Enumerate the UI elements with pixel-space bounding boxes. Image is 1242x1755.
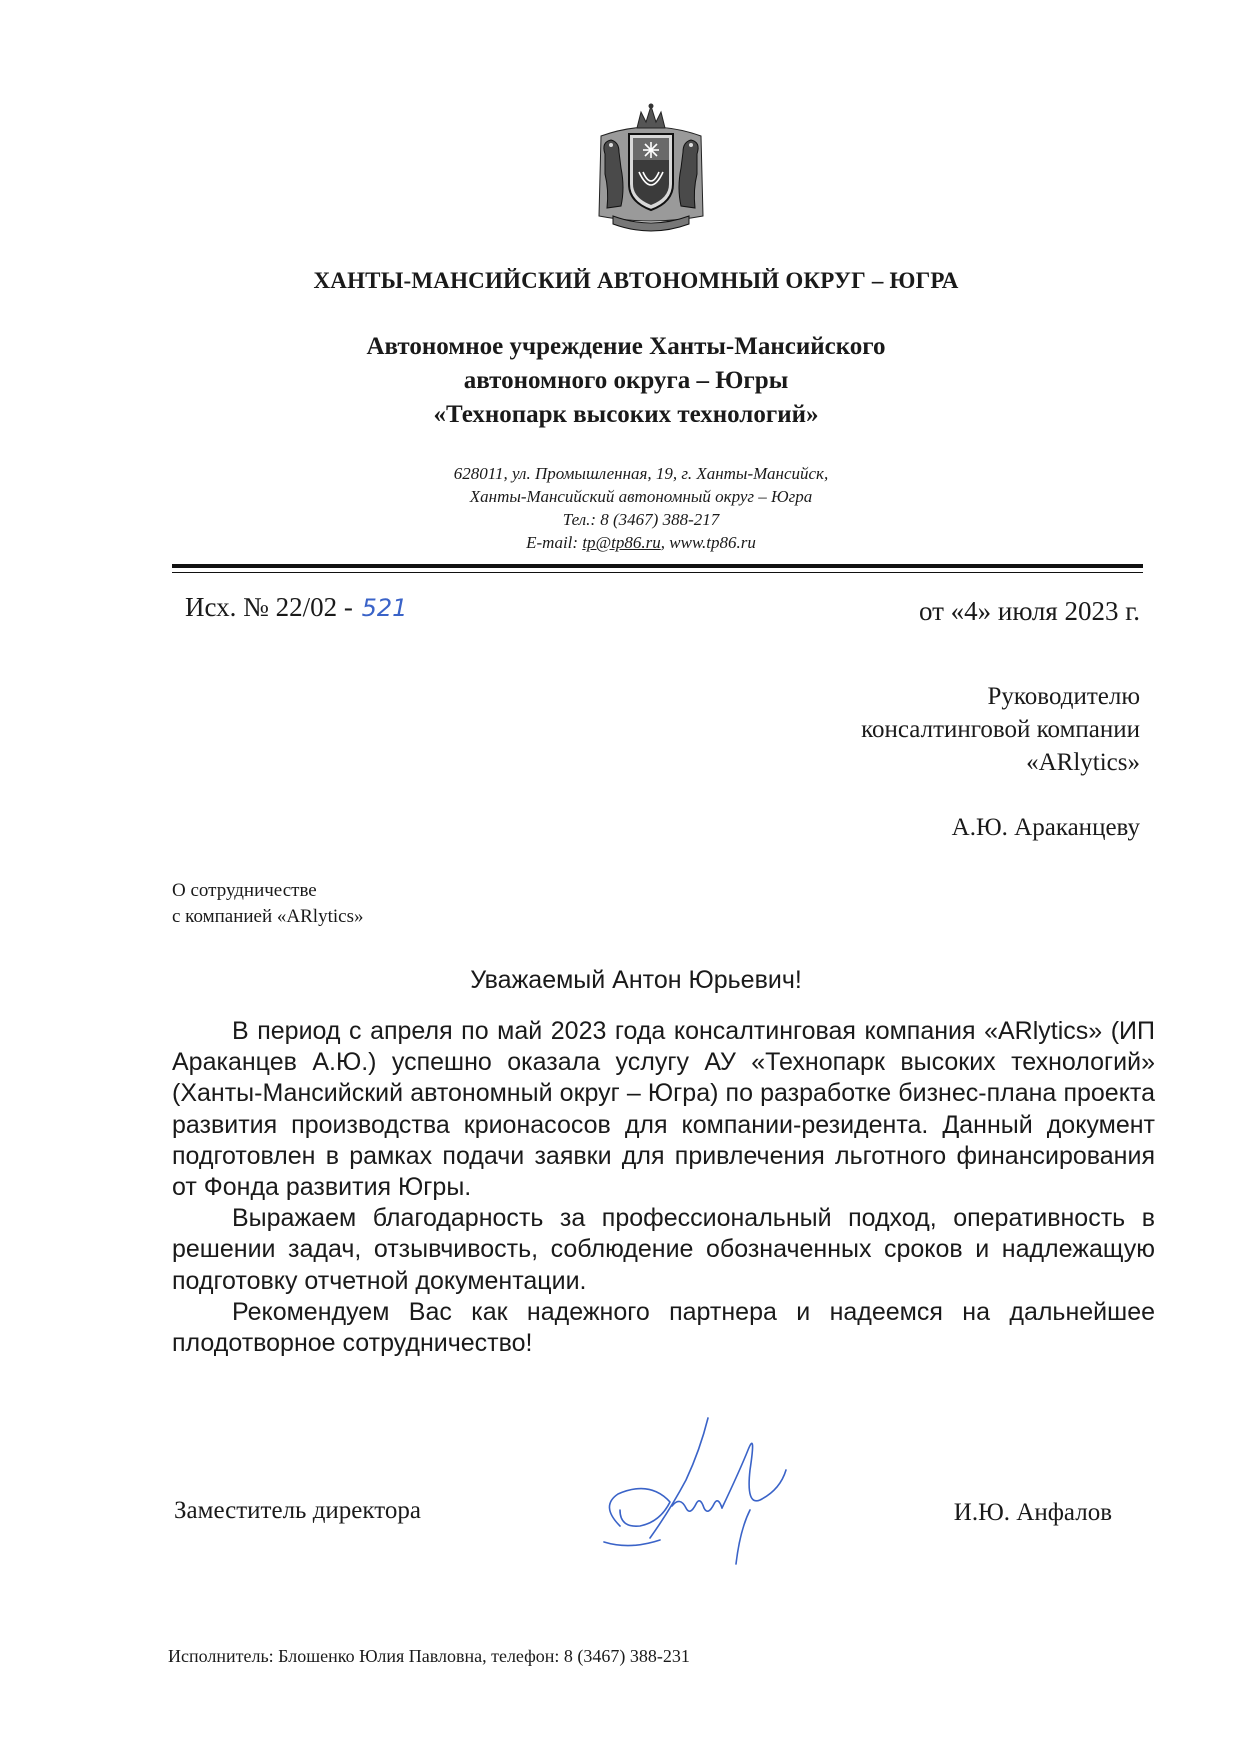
organization-name-line: Автономное учреждение Ханты-Мансийского (366, 333, 886, 360)
header-divider-thin (172, 572, 1143, 573)
region-title: ХАНТЫ-МАНСИЙСКИЙ АВТОНОМНЫЙ ОКРУГ – ЮГРА (313, 268, 959, 293)
header-divider (172, 564, 1143, 568)
organization-name (0, 330, 1242, 432)
email-label: E-mail: (526, 533, 583, 552)
organization-name-line: автономного округа – Югры (463, 367, 789, 394)
addressee-name: А.Ю. Араканцеву (951, 814, 1140, 841)
outgoing-number-handwritten: 521 (361, 594, 408, 622)
executor-info: Исполнитель: Блошенко Юлия Павловна, телефон: 8 (3467) 388-231 (168, 1646, 690, 1666)
letter-subject (172, 878, 363, 930)
greeting: Уважаемый Антон Юрьевич! (470, 966, 802, 994)
email-line (40, 531, 1242, 554)
organization-name-line: «Технопарк высоких технологий» (433, 401, 819, 428)
subject-line: О сотрудничестве (172, 880, 317, 901)
outgoing-label: Исх. № 22/02 - (185, 592, 353, 622)
body-paragraph: Выражаем благодарность за профессиональный подход, оперативность в решении задач, отзывчивость, соблюдение обозначенных сроков и надлежащую подготовку отчетной документации. (172, 1204, 1155, 1295)
address-line: Ханты-Мансийский автономный округ – Югра (469, 487, 813, 506)
letter-body (172, 1016, 1155, 1359)
signatory-name: И.Ю. Анфалов (953, 1499, 1112, 1526)
signatory-title: Заместитель директора (174, 1497, 421, 1524)
addressee-line: консалтинговой компании (861, 716, 1140, 743)
email-separator: , (660, 533, 670, 552)
outgoing-reference (185, 592, 407, 623)
subject-line: с компанией «ARlytics» (172, 906, 364, 927)
email-link[interactable]: tp@tp86.ru (582, 533, 661, 552)
body-paragraph: Рекомендуем Вас как надежного партнера и надеемся на дальнейшее плодотворное сотрудничество! (172, 1297, 1155, 1358)
addressee-block (861, 680, 1140, 779)
handwritten-signature (590, 1410, 850, 1570)
coat-of-arms-icon (591, 98, 711, 238)
address-line: 628011, ул. Промышленная, 19, г. Ханты-Мансийск, (453, 464, 829, 483)
addressee-line: «ARlytics» (1026, 749, 1140, 776)
addressee-line: Руководителю (987, 683, 1140, 710)
website-text: www.tp86.ru (669, 533, 756, 552)
letter-date: от «4» июля 2023 г. (918, 596, 1140, 626)
organization-address (0, 462, 1242, 554)
phone-line: Тел.: 8 (3467) 388-217 (562, 510, 720, 529)
body-paragraph: В период с апреля по май 2023 года консалтинговая компания «ARlytics» (ИП Араканцев А.Ю.) успешно оказала услугу АУ «Технопарк высоких технологий» (Ханты-Мансийский автономный округ – Югра) по разработке бизнес-плана проекта развития производства крионасосов для компании-резидента. Данный документ подготовлен в рамках подачи заявки для привлечения льготного финансирования от Фонда развития Югры. (172, 1017, 1155, 1202)
